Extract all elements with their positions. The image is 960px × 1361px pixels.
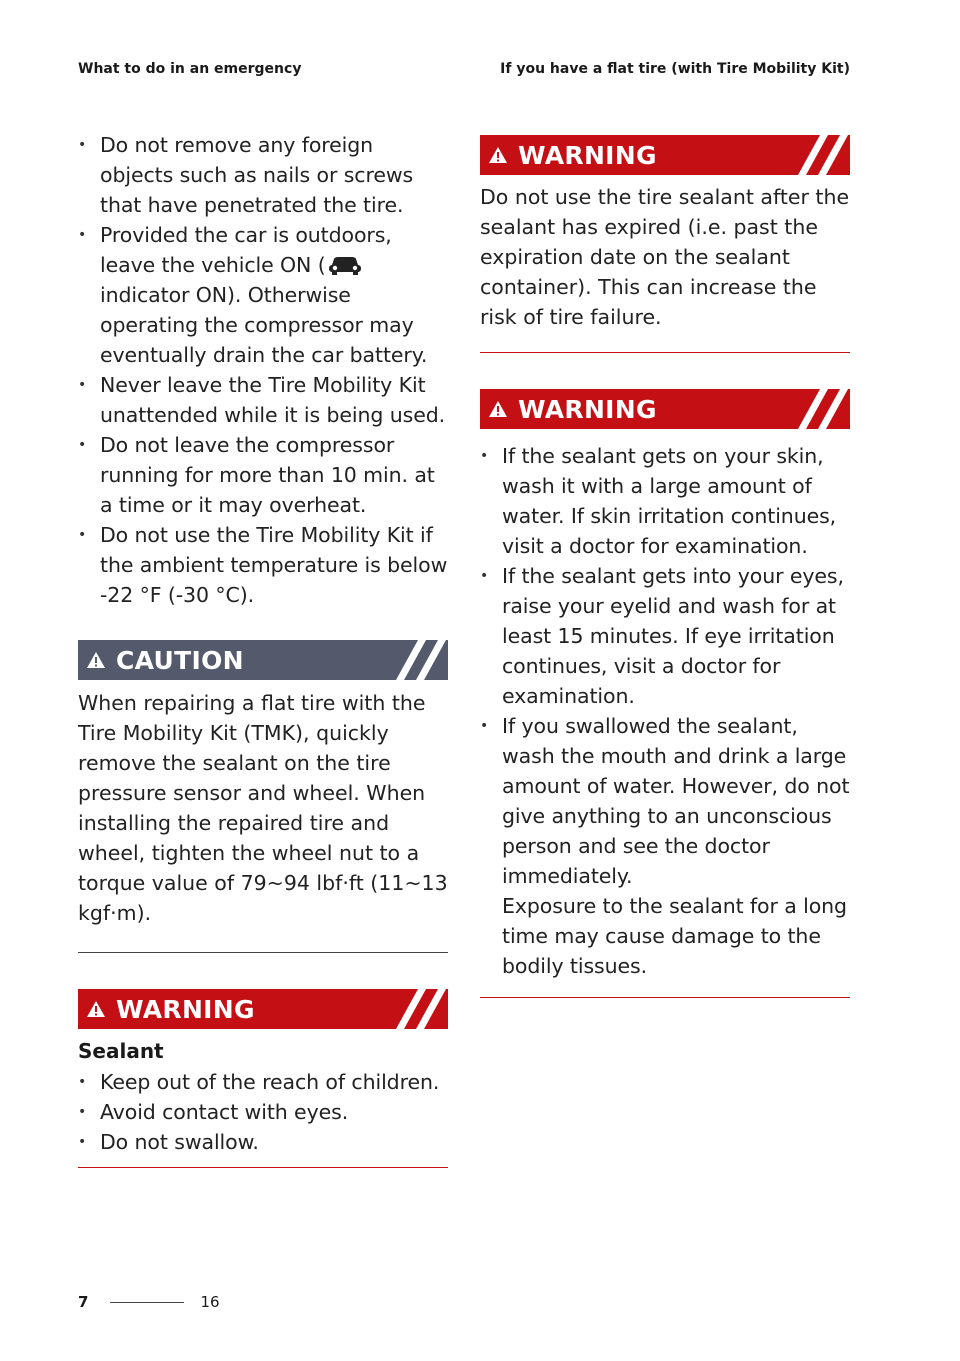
caution-banner xyxy=(78,640,448,680)
footer-divider xyxy=(110,1302,184,1303)
list-item: • Avoid contact with eyes. xyxy=(78,1097,448,1127)
right-column xyxy=(480,135,850,998)
left-column xyxy=(78,130,448,1168)
slash-decoration-icon xyxy=(790,389,850,429)
caution-divider xyxy=(78,952,448,953)
expired-warning-text: Do not use the tire sealant after the sealant has expired (i.e. past the expiration date on the sealant container). This can increase the risk of tire failure. xyxy=(480,185,850,329)
warning-banner-sealant xyxy=(78,989,448,1029)
sealant-warning-list xyxy=(78,1067,448,1157)
sealant-subheading: Sealant xyxy=(78,1039,164,1063)
slash-decoration-icon xyxy=(388,989,448,1029)
warning-divider xyxy=(480,997,850,998)
warning-title: WARNING xyxy=(116,994,255,1024)
list-item: • Never leave the Tire Mobility Kit unattended while it is being used. xyxy=(78,370,448,430)
warning-title: WARNING xyxy=(518,140,657,170)
slash-decoration-icon xyxy=(790,135,850,175)
caution-title: CAUTION xyxy=(116,645,244,675)
chapter-number: 7 xyxy=(78,1293,89,1311)
warning-triangle-icon xyxy=(488,399,508,419)
warning-divider xyxy=(78,1167,448,1168)
exposure-warning-list xyxy=(480,441,850,981)
page-number: 16 xyxy=(200,1293,220,1311)
warning-divider xyxy=(480,352,850,353)
list-item: • Provided the car is outdoors, leave the vehicle ON ( indicator ON). Otherwise operating the compressor may eventually drain the car battery. xyxy=(78,220,448,370)
list-item: • Do not swallow. xyxy=(78,1127,448,1157)
precaution-list xyxy=(78,130,448,610)
list-item: • Keep out of the reach of children. xyxy=(78,1067,448,1097)
list-item: • If the sealant gets on your skin, wash it with a large amount of water. If skin irritation continues, visit a doctor for examination. xyxy=(480,441,850,561)
exposure-note: Exposure to the sealant for a long time may cause damage to the bodily tissues. xyxy=(502,894,847,978)
warning-triangle-icon xyxy=(488,145,508,165)
warning-title: WARNING xyxy=(518,394,657,424)
vehicle-on-indicator-icon xyxy=(326,252,364,276)
list-item: • Do not use the Tire Mobility Kit if the ambient temperature is below -22 °F (-30 °C). xyxy=(78,520,448,610)
warning-banner-expired xyxy=(480,135,850,175)
page-footer xyxy=(78,1293,220,1311)
warning-banner-skin xyxy=(480,389,850,429)
warning-triangle-icon xyxy=(86,650,106,670)
list-item: • If you swallowed the sealant, wash the mouth and drink a large amount of water. However, do not give anything to an unconscious person and see the doctor immediately. Exposure to the sealant for a long time may cause damage to the bodily tissues. xyxy=(480,711,850,981)
caution-text: When repairing a flat tire with the Tire Mobility Kit (TMK), quickly remove the sealant on the tire pressure sensor and wheel. When installing the repaired tire and wheel, tighten the wheel nut to a torque value of 79~94 lbf·ft (11~13 kgf·m). xyxy=(78,691,448,925)
header-page-topic: If you have a flat tire (with Tire Mobility Kit) xyxy=(500,61,850,77)
slash-decoration-icon xyxy=(388,640,448,680)
header-section-title: What to do in an emergency xyxy=(78,61,302,77)
list-item: • Do not leave the compressor running for more than 10 min. at a time or it may overheat. xyxy=(78,430,448,520)
list-item: • Do not remove any foreign objects such as nails or screws that have penetrated the tire. xyxy=(78,130,448,220)
warning-triangle-icon xyxy=(86,999,106,1019)
list-item: • If the sealant gets into your eyes, raise your eyelid and wash for at least 15 minutes. If eye irritation continues, visit a doctor for examination. xyxy=(480,561,850,711)
